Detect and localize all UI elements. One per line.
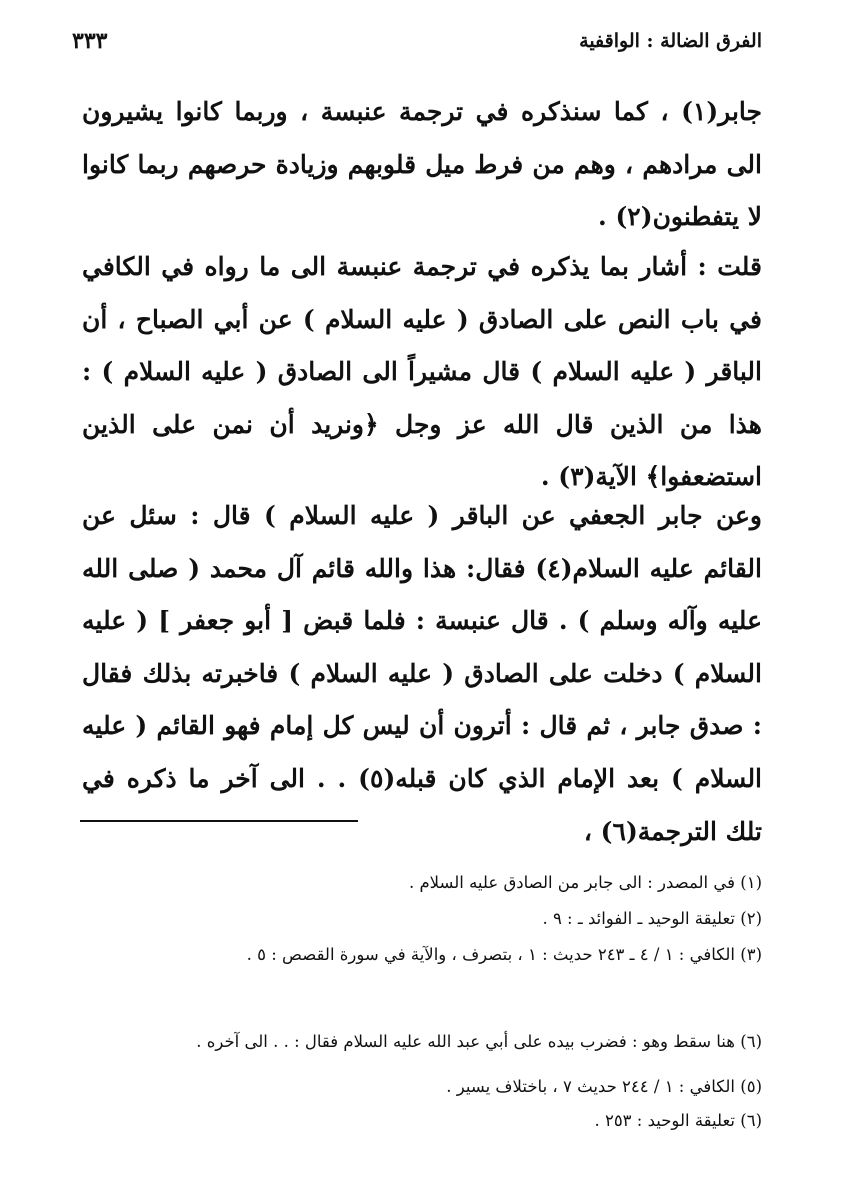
footnote: (٦) هنا سقط وهو : فضرب بيده على أبي عبد الله عليه السلام فقال : . . الى آخره .: [196, 1032, 762, 1051]
footnote: (١) في المصدر : الى جابر من الصادق عليه السلام .: [408, 873, 762, 892]
body-paragraph: قلت : أشار بما يذكره في ترجمة عنبسة الى ما رواه في الكافي في باب النص على الصادق ( عليه السلام ) عن أبي الصباح ، أن الباقر ( عليه السلام ) قال مشيراً الى الصادق ( عليه السلام ) : هذا من الذين قال الله عز وجل ﴿ونريد أن نمن على الذين استضعفوا﴾ الآية(٣) .: [82, 252, 762, 492]
body-paragraph: جابر(١) ، كما سنذكره في ترجمة عنبسة ، وربما كانوا يشيرون الى مرادهم ، وهم من فرط ميل قلوبهم وزيادة حرصهم ربما كانوا لا يتفطنون(٢) .: [82, 97, 762, 232]
page-number: ٣٣٣: [72, 28, 108, 54]
body-paragraph: وعن جابر الجعفي عن الباقر ( عليه السلام ) قال : سئل عن القائم عليه السلام(٤) فقال: هذا والله قائم آل محمد ( صلى الله عليه وآله وسلم ) . قال عنبسة : فلما قبض [ أبو جعفر ] ( عليه السلام ) دخلت على الصادق ( عليه السلام ) فاخبرته بذلك فقال : صدق جابر ، ثم قال : أترون أن ليس كل إمام فهو القائم ( عليه السلام ) بعد الإمام الذي كان قبله(٥) . . الى آخر ما ذكره في تلك الترجمة(٦) ،: [82, 501, 763, 846]
footnote-divider: [80, 820, 358, 822]
footnote: (٢) تعليقة الوحيد ـ الفوائد ـ : ٩ .: [542, 909, 762, 928]
footnote: (٣) الكافي : ١ / ٤ ـ ٢٤٣ حديث : ١ ، بتصرف ، والآية في سورة القصص : ٥ .: [246, 945, 762, 964]
footnote: (٦) تعليقة الوحيد : ٢٥٣ .: [594, 1111, 762, 1130]
footnote: (٥) الكافي : ١ / ٢٤٤ حديث ٧ ، باختلاف يسير .: [446, 1077, 762, 1096]
running-header-title: الفرق الضالة : الواقفية: [579, 30, 762, 52]
